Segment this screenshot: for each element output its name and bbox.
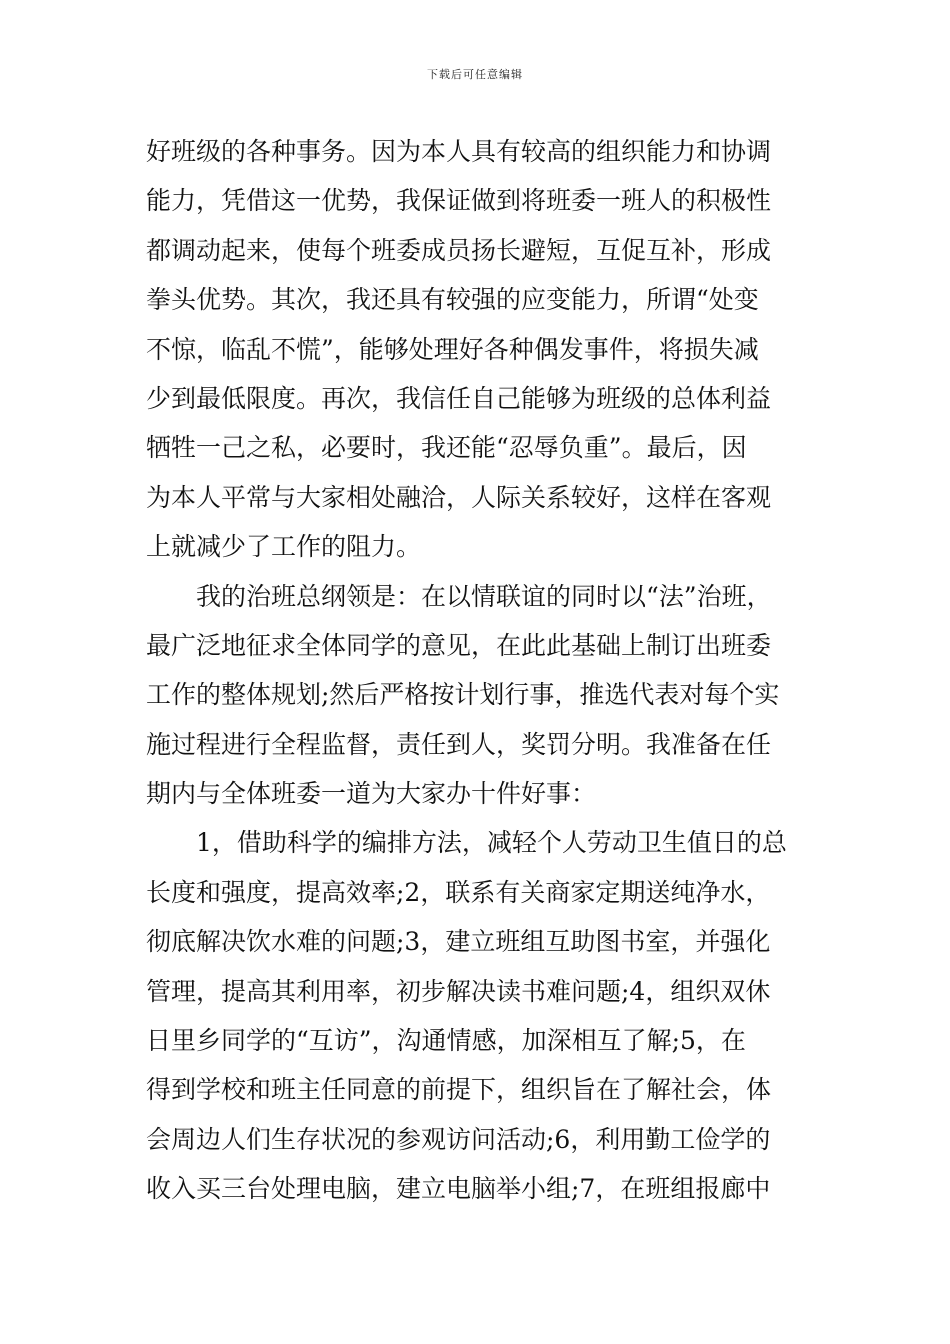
text-line: 牺牲一己之私，必要时，我还能“忍辱负重”。最后，因 bbox=[146, 433, 747, 463]
text-line: 少到最低限度。再次，我信任自己能够为班级的总体利益 bbox=[146, 383, 772, 413]
text-line: 得到学校和班主任同意的前提下，组织旨在了解社会，体 bbox=[146, 1075, 772, 1105]
text-line: 长度和强度，提高效率;2，联系有关商家定期送纯净水， bbox=[146, 877, 771, 907]
text-line: 上就减少了工作的阻力。 bbox=[146, 532, 422, 562]
text-line: 不惊，临乱不慌”，能够处理好各种偶发事件，将损失减 bbox=[146, 334, 759, 364]
text-line: 收入买三台处理电脑，建立电脑举小组;7，在班组报廊中 bbox=[146, 1174, 771, 1204]
text-line: 拳头优势。其次，我还具有较强的应变能力，所谓“处变 bbox=[146, 285, 759, 315]
text-line: 为本人平常与大家相处融洽，人际关系较好，这样在客观 bbox=[146, 482, 772, 512]
text-line: 能力，凭借这一优势，我保证做到将班委一班人的积极性 bbox=[146, 186, 772, 216]
text-line: 日里乡同学的“互访”，沟通情感，加深相互了解;5，在 bbox=[146, 1026, 746, 1056]
text-line: 管理，提高其利用率，初步解决读书难问题;4，组织双休 bbox=[146, 976, 771, 1006]
page-header: 下载后可任意编辑 bbox=[427, 68, 523, 81]
text-line: 施过程进行全程监督，责任到人，奖罚分明。我准备在任 bbox=[146, 729, 772, 759]
text-line: 都调动起来，使每个班委成员扬长避短，互促互补，形成 bbox=[146, 235, 772, 265]
paragraph-2 bbox=[146, 572, 826, 819]
text-line: 我的治班总纲领是：在以情联谊的同时以“法”治班， bbox=[196, 581, 772, 611]
text-line: 最广泛地征求全体同学的意见，在此此基础上制订出班委 bbox=[146, 630, 772, 660]
text-line: 会周边人们生存状况的参观访问活动;6，利用勤工俭学的 bbox=[146, 1124, 771, 1154]
text-line: 彻底解决饮水难的问题;3，建立班组互助图书室，并强化 bbox=[146, 927, 771, 957]
document-body bbox=[146, 127, 826, 1214]
text-line: 期内与全体班委一道为大家办十件好事： bbox=[146, 779, 597, 809]
text-line: 好班级的各种事务。因为本人具有较高的组织能力和协调 bbox=[146, 137, 772, 166]
paragraph-1 bbox=[146, 127, 826, 572]
text-line: 工作的整体规划;然后严格按计划行事，推选代表对每个实 bbox=[146, 680, 780, 710]
text-line: 1，借助科学的编排方法，减轻个人劳动卫生值日的总 bbox=[196, 828, 787, 858]
paragraph-3 bbox=[146, 818, 826, 1213]
